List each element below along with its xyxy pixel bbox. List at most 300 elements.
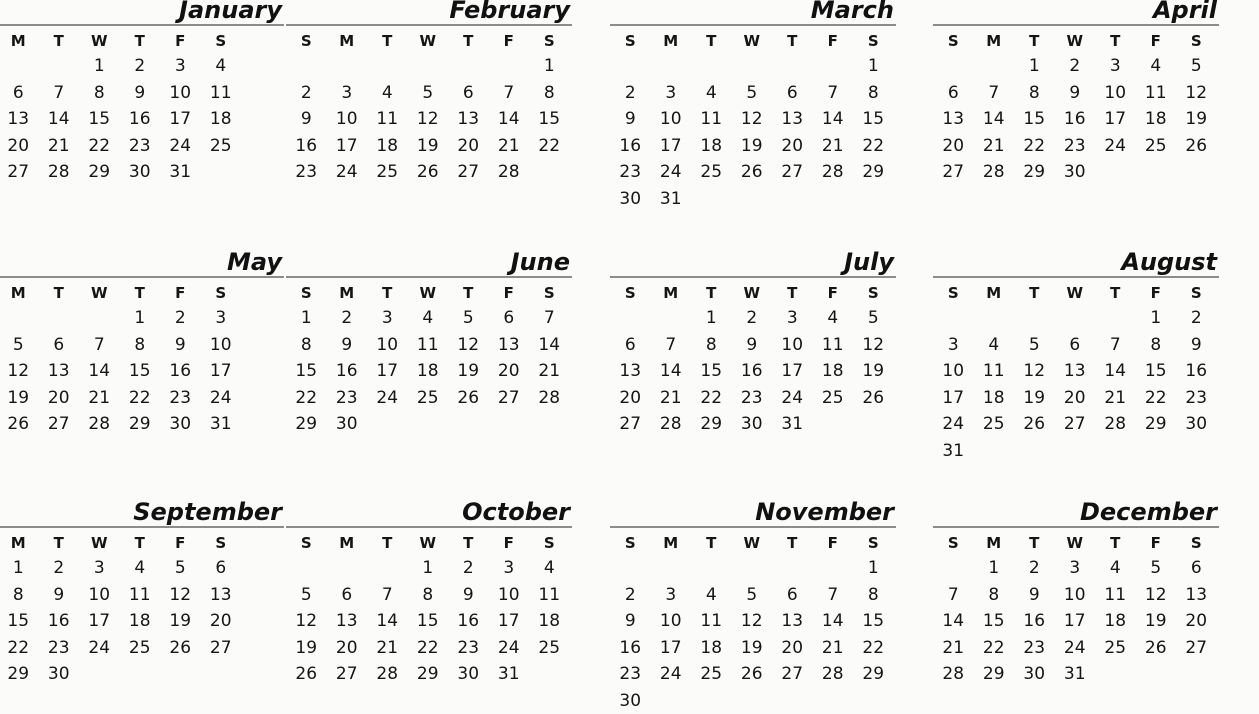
day-cell	[286, 555, 327, 582]
week-row	[933, 53, 1219, 80]
day-cell: 31	[201, 411, 242, 438]
weekday-label: M	[327, 531, 368, 555]
day-cell	[691, 555, 732, 582]
day-cell: 29	[974, 661, 1015, 688]
day-cell: 2	[448, 555, 489, 582]
month-title: June	[286, 249, 572, 275]
day-cell: 20	[39, 385, 80, 412]
weekday-header-row	[933, 531, 1219, 555]
day-cell: 9	[448, 582, 489, 609]
day-cell: 20	[448, 133, 489, 160]
day-cell: 21	[974, 133, 1015, 160]
day-cell: 19	[1176, 106, 1217, 133]
day-cell	[651, 555, 692, 582]
day-cell: 24	[367, 385, 408, 412]
day-cell: 8	[79, 80, 120, 107]
day-cell: 3	[772, 305, 813, 332]
day-cell: 4	[201, 53, 242, 80]
day-cell: 7	[489, 80, 530, 107]
day-cell: 7	[79, 332, 120, 359]
day-cell: 24	[327, 159, 368, 186]
day-cell: 12	[732, 608, 773, 635]
day-cell: 25	[529, 635, 570, 662]
day-cell	[610, 305, 651, 332]
weekday-label: M	[651, 29, 692, 53]
weekday-label: M	[0, 281, 39, 305]
week-row	[0, 385, 284, 412]
day-cell: 9	[120, 80, 161, 107]
month-august	[933, 249, 1219, 464]
day-cell: 7	[813, 80, 854, 107]
day-cell: 11	[408, 332, 449, 359]
month-title: December	[933, 499, 1219, 525]
day-cell: 16	[1055, 106, 1096, 133]
day-cell: 2	[120, 53, 161, 80]
month-divider	[933, 24, 1219, 26]
month-divider	[286, 276, 572, 278]
week-row	[610, 411, 896, 438]
day-cell	[448, 411, 489, 438]
day-cell: 1	[408, 555, 449, 582]
month-grid	[610, 531, 896, 714]
weekday-header-row	[933, 29, 1219, 53]
day-cell	[691, 688, 732, 714]
day-cell: 9	[327, 332, 368, 359]
weekday-label: S	[201, 281, 242, 305]
weekday-label: T	[772, 29, 813, 53]
day-cell: 23	[39, 635, 80, 662]
day-cell	[813, 555, 854, 582]
day-cell: 5	[1136, 555, 1177, 582]
week-row	[286, 332, 572, 359]
month-divider	[286, 526, 572, 528]
month-title: November	[610, 499, 896, 525]
day-cell	[0, 53, 39, 80]
day-cell: 11	[1136, 80, 1177, 107]
day-cell: 22	[0, 635, 39, 662]
day-cell: 10	[933, 358, 974, 385]
day-cell	[1055, 438, 1096, 465]
day-cell: 28	[489, 159, 530, 186]
day-cell: 22	[1014, 133, 1055, 160]
week-row	[0, 53, 284, 80]
month-title: September	[0, 499, 284, 525]
weekday-label: S	[201, 29, 242, 53]
day-cell	[286, 53, 327, 80]
day-cell: 16	[327, 358, 368, 385]
day-cell: 24	[651, 159, 692, 186]
day-cell: 30	[160, 411, 201, 438]
day-cell: 1	[691, 305, 732, 332]
day-cell: 21	[39, 133, 80, 160]
week-row	[286, 133, 572, 160]
weekday-label: W	[79, 281, 120, 305]
weekday-label: S	[853, 281, 894, 305]
day-cell: 5	[286, 582, 327, 609]
day-cell: 11	[529, 582, 570, 609]
month-title: July	[610, 249, 896, 275]
day-cell: 14	[1095, 358, 1136, 385]
day-cell: 10	[651, 608, 692, 635]
day-cell: 2	[1055, 53, 1096, 80]
month-october	[286, 499, 572, 688]
day-cell: 11	[813, 332, 854, 359]
week-row	[286, 608, 572, 635]
day-cell: 29	[286, 411, 327, 438]
day-cell: 4	[120, 555, 161, 582]
month-title: February	[286, 0, 572, 23]
day-cell: 25	[408, 385, 449, 412]
day-cell: 30	[327, 411, 368, 438]
weekday-label: S	[933, 281, 974, 305]
day-cell: 3	[1055, 555, 1096, 582]
day-cell: 17	[933, 385, 974, 412]
weekday-header-row	[610, 29, 896, 53]
month-divider	[933, 276, 1219, 278]
day-cell	[691, 53, 732, 80]
day-cell: 11	[120, 582, 161, 609]
day-cell: 21	[813, 133, 854, 160]
week-row	[610, 555, 896, 582]
day-cell: 16	[286, 133, 327, 160]
month-title: April	[933, 0, 1219, 23]
day-cell: 7	[367, 582, 408, 609]
day-cell: 29	[1014, 159, 1055, 186]
day-cell	[120, 661, 161, 688]
day-cell: 1	[120, 305, 161, 332]
day-cell	[529, 661, 570, 688]
weekday-label: T	[367, 531, 408, 555]
day-cell: 25	[691, 661, 732, 688]
week-row	[0, 661, 284, 688]
weekday-label: S	[1176, 29, 1217, 53]
day-cell	[974, 53, 1015, 80]
day-cell: 30	[39, 661, 80, 688]
day-cell: 29	[1136, 411, 1177, 438]
day-cell: 13	[772, 106, 813, 133]
day-cell: 20	[489, 358, 530, 385]
day-cell: 20	[772, 635, 813, 662]
day-cell: 26	[1176, 133, 1217, 160]
day-cell: 2	[610, 582, 651, 609]
day-cell	[933, 53, 974, 80]
week-row	[0, 159, 284, 186]
day-cell: 6	[448, 80, 489, 107]
month-december	[933, 499, 1219, 688]
day-cell: 19	[732, 635, 773, 662]
day-cell: 3	[327, 80, 368, 107]
weekday-label: T	[691, 531, 732, 555]
week-row	[0, 411, 284, 438]
day-cell: 20	[1055, 385, 1096, 412]
day-cell: 14	[529, 332, 570, 359]
day-cell	[489, 53, 530, 80]
weekday-label: F	[160, 29, 201, 53]
day-cell: 9	[160, 332, 201, 359]
day-cell: 27	[448, 159, 489, 186]
weekday-label: W	[732, 531, 773, 555]
week-row	[610, 385, 896, 412]
weekday-label: M	[327, 281, 368, 305]
day-cell: 6	[0, 80, 39, 107]
month-title: March	[610, 0, 896, 23]
day-cell: 22	[691, 385, 732, 412]
day-cell: 7	[529, 305, 570, 332]
weekday-label: F	[1136, 29, 1177, 53]
day-cell: 27	[0, 159, 39, 186]
weekday-label: W	[79, 531, 120, 555]
day-cell	[529, 411, 570, 438]
day-cell: 22	[408, 635, 449, 662]
day-cell	[610, 53, 651, 80]
day-cell: 2	[1176, 305, 1217, 332]
day-cell	[651, 688, 692, 714]
month-title: May	[0, 249, 284, 275]
day-cell: 4	[691, 80, 732, 107]
day-cell	[853, 411, 894, 438]
day-cell: 10	[651, 106, 692, 133]
day-cell: 5	[408, 80, 449, 107]
month-grid	[286, 531, 572, 688]
day-cell: 27	[1055, 411, 1096, 438]
day-cell: 18	[813, 358, 854, 385]
week-row	[610, 133, 896, 160]
day-cell: 18	[1095, 608, 1136, 635]
day-cell: 12	[1136, 582, 1177, 609]
day-cell: 1	[853, 53, 894, 80]
week-row	[933, 106, 1219, 133]
day-cell: 18	[408, 358, 449, 385]
day-cell: 12	[286, 608, 327, 635]
day-cell	[1095, 159, 1136, 186]
day-cell: 6	[201, 555, 242, 582]
day-cell: 3	[201, 305, 242, 332]
weekday-label: F	[160, 281, 201, 305]
day-cell: 2	[286, 80, 327, 107]
day-cell: 19	[732, 133, 773, 160]
day-cell: 24	[772, 385, 813, 412]
day-cell: 12	[1014, 358, 1055, 385]
weekday-label: T	[1014, 29, 1055, 53]
weekday-label: M	[327, 29, 368, 53]
week-row	[610, 661, 896, 688]
week-row	[286, 106, 572, 133]
day-cell: 13	[933, 106, 974, 133]
day-cell	[448, 53, 489, 80]
day-cell	[933, 305, 974, 332]
day-cell: 27	[1176, 635, 1217, 662]
weekday-label: T	[691, 29, 732, 53]
weekday-header-row	[286, 531, 572, 555]
weekday-label: T	[120, 29, 161, 53]
day-cell: 12	[732, 106, 773, 133]
month-grid	[610, 29, 896, 212]
day-cell: 15	[408, 608, 449, 635]
day-cell: 16	[732, 358, 773, 385]
month-grid	[0, 281, 284, 438]
weekday-label: M	[0, 29, 39, 53]
weekday-label: W	[408, 281, 449, 305]
weekday-label: M	[974, 281, 1015, 305]
day-cell: 17	[489, 608, 530, 635]
day-cell: 28	[79, 411, 120, 438]
weekday-label: T	[448, 29, 489, 53]
day-cell: 18	[691, 635, 732, 662]
weekday-label: T	[448, 531, 489, 555]
day-cell: 17	[1095, 106, 1136, 133]
day-cell: 8	[974, 582, 1015, 609]
day-cell	[651, 53, 692, 80]
day-cell: 16	[610, 133, 651, 160]
day-cell: 4	[974, 332, 1015, 359]
day-cell: 23	[610, 159, 651, 186]
day-cell: 17	[1055, 608, 1096, 635]
day-cell: 1	[853, 555, 894, 582]
day-cell: 13	[610, 358, 651, 385]
weekday-label: W	[79, 29, 120, 53]
day-cell: 31	[160, 159, 201, 186]
day-cell	[1095, 661, 1136, 688]
day-cell: 7	[651, 332, 692, 359]
day-cell: 2	[39, 555, 80, 582]
day-cell: 21	[1095, 385, 1136, 412]
day-cell: 12	[160, 582, 201, 609]
day-cell: 29	[0, 661, 39, 688]
day-cell: 30	[448, 661, 489, 688]
day-cell: 19	[853, 358, 894, 385]
day-cell: 1	[79, 53, 120, 80]
weekday-label: S	[201, 531, 242, 555]
day-cell: 19	[1014, 385, 1055, 412]
day-cell: 16	[120, 106, 161, 133]
day-cell: 13	[489, 332, 530, 359]
day-cell: 27	[933, 159, 974, 186]
day-cell: 22	[529, 133, 570, 160]
day-cell	[1136, 661, 1177, 688]
day-cell: 8	[529, 80, 570, 107]
day-cell: 15	[0, 608, 39, 635]
weekday-label: T	[120, 281, 161, 305]
day-cell: 15	[529, 106, 570, 133]
day-cell: 14	[933, 608, 974, 635]
day-cell: 28	[367, 661, 408, 688]
day-cell: 2	[732, 305, 773, 332]
day-cell: 1	[0, 555, 39, 582]
day-cell: 3	[651, 582, 692, 609]
day-cell: 3	[489, 555, 530, 582]
day-cell: 30	[732, 411, 773, 438]
week-row	[286, 358, 572, 385]
day-cell: 27	[39, 411, 80, 438]
day-cell: 13	[448, 106, 489, 133]
day-cell: 30	[1055, 159, 1096, 186]
day-cell: 4	[813, 305, 854, 332]
weekday-label: W	[408, 29, 449, 53]
weekday-label: M	[651, 531, 692, 555]
day-cell: 20	[201, 608, 242, 635]
week-row	[610, 305, 896, 332]
weekday-label: S	[933, 531, 974, 555]
day-cell: 2	[610, 80, 651, 107]
week-row	[286, 411, 572, 438]
day-cell: 9	[1055, 80, 1096, 107]
day-cell: 13	[1055, 358, 1096, 385]
day-cell: 4	[529, 555, 570, 582]
day-cell: 23	[120, 133, 161, 160]
day-cell: 13	[1176, 582, 1217, 609]
day-cell: 10	[489, 582, 530, 609]
month-title: August	[933, 249, 1219, 275]
day-cell: 14	[813, 106, 854, 133]
day-cell: 20	[933, 133, 974, 160]
day-cell: 22	[853, 635, 894, 662]
day-cell: 20	[772, 133, 813, 160]
week-row	[933, 608, 1219, 635]
day-cell: 28	[651, 411, 692, 438]
day-cell: 23	[448, 635, 489, 662]
day-cell: 25	[974, 411, 1015, 438]
week-row	[610, 582, 896, 609]
day-cell: 25	[367, 159, 408, 186]
day-cell: 26	[1014, 411, 1055, 438]
day-cell: 17	[201, 358, 242, 385]
day-cell: 5	[0, 332, 39, 359]
day-cell: 6	[610, 332, 651, 359]
day-cell: 31	[933, 438, 974, 465]
month-grid	[0, 29, 284, 186]
weekday-label: F	[813, 281, 854, 305]
day-cell: 18	[1136, 106, 1177, 133]
day-cell: 25	[1095, 635, 1136, 662]
week-row	[933, 411, 1219, 438]
day-cell: 7	[39, 80, 80, 107]
weekday-label: T	[1014, 281, 1055, 305]
day-cell: 26	[448, 385, 489, 412]
day-cell	[732, 555, 773, 582]
day-cell: 24	[79, 635, 120, 662]
day-cell: 28	[933, 661, 974, 688]
day-cell: 23	[160, 385, 201, 412]
month-divider	[933, 526, 1219, 528]
weekday-label: S	[853, 29, 894, 53]
weekday-header-row	[0, 281, 284, 305]
day-cell: 10	[1095, 80, 1136, 107]
week-row	[286, 582, 572, 609]
week-row	[0, 358, 284, 385]
day-cell: 24	[933, 411, 974, 438]
day-cell: 8	[120, 332, 161, 359]
week-row	[0, 555, 284, 582]
day-cell: 12	[0, 358, 39, 385]
day-cell: 27	[610, 411, 651, 438]
month-february	[286, 0, 572, 186]
day-cell: 28	[813, 159, 854, 186]
week-row	[610, 358, 896, 385]
day-cell: 15	[853, 106, 894, 133]
month-september	[0, 499, 284, 688]
week-row	[933, 80, 1219, 107]
day-cell: 7	[1095, 332, 1136, 359]
weekday-label: M	[974, 29, 1015, 53]
day-cell: 29	[120, 411, 161, 438]
day-cell: 19	[0, 385, 39, 412]
day-cell: 9	[610, 106, 651, 133]
day-cell: 30	[120, 159, 161, 186]
week-row	[933, 661, 1219, 688]
weekday-header-row	[610, 531, 896, 555]
day-cell: 20	[610, 385, 651, 412]
week-row	[286, 385, 572, 412]
